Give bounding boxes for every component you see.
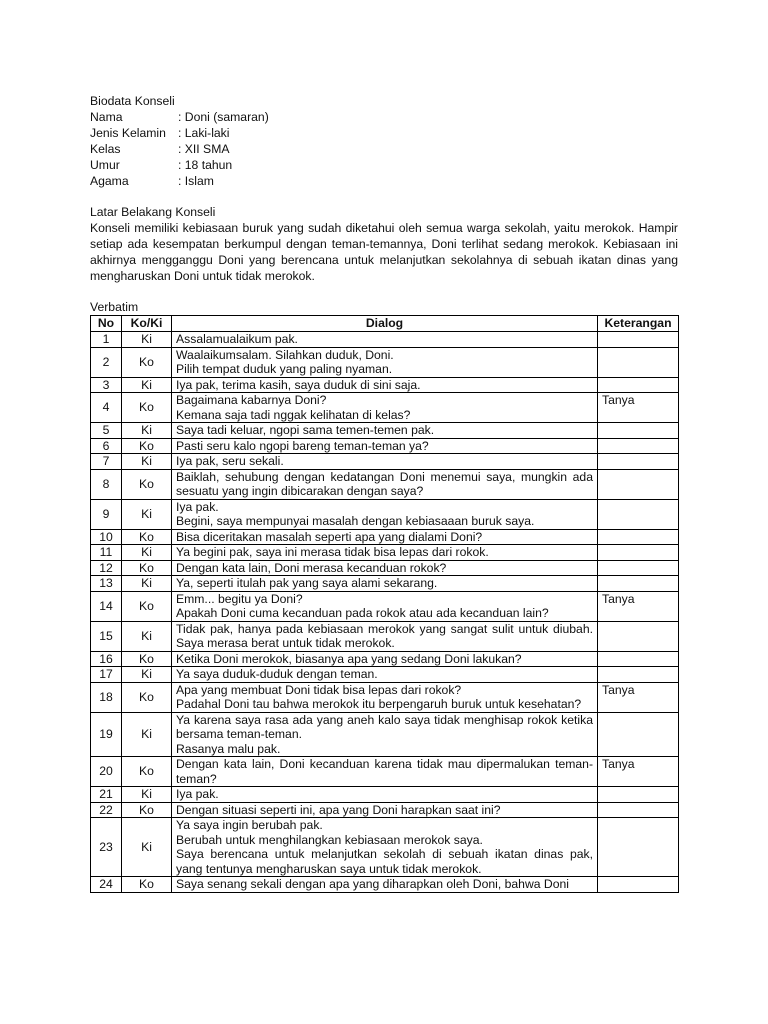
row-keterangan: [598, 576, 679, 592]
biodata-label: Nama: [90, 110, 123, 124]
row-speaker: Ko: [122, 651, 172, 667]
row-keterangan: [598, 621, 679, 651]
row-dialog: [172, 787, 598, 803]
row-keterangan: [598, 499, 679, 529]
row-number: 6: [91, 438, 122, 454]
biodata-label: Agama: [90, 174, 129, 188]
dialog-line: Apakah Doni cuma kecanduan pada rokok atau ada kecanduan lain?: [176, 606, 549, 620]
dialog-line: Tidak pak, hanya pada kebiasaan merokok yang sangat sulit untuk diubah. Saya merasa berat untuk tidak merokok.: [176, 621, 593, 650]
row-number: 22: [91, 802, 122, 818]
row-number: 5: [91, 423, 122, 439]
row-number: 23: [91, 818, 122, 877]
row-keterangan: [598, 545, 679, 561]
dialog-line: Ketika Doni merokok, biasanya apa yang sedang Doni lakukan?: [176, 651, 522, 666]
row-dialog: [172, 377, 598, 393]
biodata-value: : Doni (samaran): [178, 110, 269, 124]
row-dialog: [172, 423, 598, 439]
row-number: 13: [91, 576, 122, 592]
table-row: [91, 576, 679, 592]
row-dialog: [172, 757, 598, 787]
column-header-dialog: Dialog: [172, 316, 598, 332]
document-page: [90, 93, 678, 893]
row-dialog: [172, 877, 598, 893]
table-row: [91, 377, 679, 393]
dialog-line: Ya begini pak, saya ini merasa tidak bisa lepas dari rokok.: [176, 545, 489, 559]
row-number: 4: [91, 393, 122, 423]
row-keterangan: [598, 469, 679, 499]
row-dialog: [172, 818, 598, 877]
biodata-row: [90, 109, 678, 125]
dialog-line: Saya senang sekali dengan apa yang diharapkan oleh Doni, bahwa Doni: [176, 877, 569, 891]
row-keterangan: [598, 377, 679, 393]
row-speaker: Ki: [122, 499, 172, 529]
row-number: 16: [91, 651, 122, 667]
dialog-line: Kemana saja tadi nggak kelihatan di kelas?: [176, 407, 411, 422]
biodata-row: [90, 173, 678, 189]
row-keterangan: Tanya: [598, 682, 679, 712]
row-number: 17: [91, 667, 122, 683]
dialog-line: Rasanya malu pak.: [176, 741, 281, 756]
dialog-line: Pasti seru kalo ngopi bareng teman-teman ya?: [176, 438, 429, 453]
dialog-line: Bagaimana kabarnya Doni?: [176, 393, 327, 407]
row-dialog: [172, 712, 598, 757]
dialog-line: Apa yang membuat Doni tidak bisa lepas dari rokok?: [176, 682, 462, 697]
dialog-line: Iya pak, seru sekali.: [176, 454, 284, 468]
row-dialog: [172, 332, 598, 348]
biodata-value: : XII SMA: [178, 142, 230, 156]
row-keterangan: Tanya: [598, 757, 679, 787]
row-speaker: Ki: [122, 377, 172, 393]
row-keterangan: [598, 667, 679, 683]
biodata-value: : Laki-laki: [178, 126, 230, 140]
row-keterangan: Tanya: [598, 591, 679, 621]
table-row: [91, 818, 679, 877]
row-keterangan: [598, 787, 679, 803]
row-number: 10: [91, 529, 122, 545]
row-dialog: [172, 438, 598, 454]
row-dialog: [172, 393, 598, 423]
row-dialog: [172, 347, 598, 377]
row-number: 15: [91, 621, 122, 651]
spacer: [90, 284, 678, 299]
row-speaker: Ko: [122, 347, 172, 377]
column-header-keterangan: Keterangan: [598, 316, 679, 332]
table-row: [91, 423, 679, 439]
table-row: [91, 332, 679, 348]
row-number: 24: [91, 877, 122, 893]
row-keterangan: [598, 802, 679, 818]
row-speaker: Ki: [122, 667, 172, 683]
dialog-line: Saya tadi keluar, ngopi sama temen-temen pak.: [176, 423, 435, 437]
biodata-label: Jenis Kelamin: [90, 126, 166, 140]
row-number: 18: [91, 682, 122, 712]
row-keterangan: [598, 347, 679, 377]
biodata-row: [90, 125, 678, 141]
row-speaker: Ko: [122, 560, 172, 576]
row-dialog: [172, 621, 598, 651]
row-dialog: [172, 576, 598, 592]
row-keterangan: [598, 560, 679, 576]
dialog-line: Ya, seperti itulah pak yang saya alami sekarang.: [176, 576, 438, 590]
verbatim-table-body: [91, 332, 679, 893]
row-number: 1: [91, 332, 122, 348]
row-speaker: Ki: [122, 545, 172, 561]
dialog-line: Saya berencana untuk melanjutkan sekolah di sebuah ikatan dinas pak, yang tentunya mengharuskan saya untuk tidak merokok.: [176, 847, 593, 876]
table-row: [91, 712, 679, 757]
row-dialog: [172, 545, 598, 561]
table-row: [91, 621, 679, 651]
biodata-row: [90, 141, 678, 157]
row-keterangan: [598, 651, 679, 667]
row-speaker: Ki: [122, 818, 172, 877]
latar-heading: Latar Belakang Konseli: [90, 205, 216, 219]
row-number: 21: [91, 787, 122, 803]
biodata-value: : Islam: [178, 174, 214, 188]
row-keterangan: Tanya: [598, 393, 679, 423]
row-dialog: [172, 591, 598, 621]
row-number: 20: [91, 757, 122, 787]
row-speaker: Ki: [122, 621, 172, 651]
table-row: [91, 787, 679, 803]
dialog-line: Berubah untuk menghilangkan kebiasaan merokok saya.: [176, 832, 483, 847]
biodata-value: : 18 tahun: [178, 158, 233, 172]
biodata-fields: [90, 109, 678, 189]
row-number: 11: [91, 545, 122, 561]
row-dialog: [172, 529, 598, 545]
row-speaker: Ko: [122, 469, 172, 499]
row-number: 2: [91, 347, 122, 377]
biodata-row: [90, 157, 678, 173]
dialog-line: Pilih tempat duduk yang paling nyaman.: [176, 362, 393, 376]
dialog-line: Dengan kata lain, Doni kecanduan karena tidak mau dipermalukan teman-teman?: [176, 757, 593, 786]
row-dialog: [172, 560, 598, 576]
table-row: [91, 545, 679, 561]
dialog-line: Padahal Doni tau bahwa merokok itu berpengaruh buruk untuk kesehatan?: [176, 697, 582, 711]
row-speaker: Ko: [122, 393, 172, 423]
row-speaker: Ki: [122, 332, 172, 348]
row-speaker: Ki: [122, 712, 172, 757]
table-row: [91, 591, 679, 621]
dialog-line: Ya saya ingin berubah pak.: [176, 818, 323, 832]
row-number: 7: [91, 454, 122, 470]
row-dialog: [172, 682, 598, 712]
row-speaker: Ki: [122, 423, 172, 439]
row-speaker: Ko: [122, 529, 172, 545]
table-row: [91, 438, 679, 454]
table-row: [91, 469, 679, 499]
row-keterangan: [598, 423, 679, 439]
biodata-label: Umur: [90, 158, 120, 172]
row-keterangan: [598, 877, 679, 893]
row-dialog: [172, 454, 598, 470]
row-speaker: Ko: [122, 877, 172, 893]
biodata-label: Kelas: [90, 142, 121, 156]
table-row: [91, 560, 679, 576]
table-header-row: [91, 316, 679, 332]
dialog-line: Iya pak.: [176, 787, 219, 801]
row-dialog: [172, 802, 598, 818]
row-number: 9: [91, 499, 122, 529]
table-row: [91, 651, 679, 667]
row-speaker: Ko: [122, 682, 172, 712]
row-number: 12: [91, 560, 122, 576]
table-row: [91, 877, 679, 893]
dialog-line: Dengan situasi seperti ini, apa yang Doni harapkan saat ini?: [176, 802, 501, 817]
dialog-line: Emm... begitu ya Doni?: [176, 591, 303, 606]
row-keterangan: [598, 712, 679, 757]
row-speaker: Ko: [122, 802, 172, 818]
column-header-koki: Ko/Ki: [122, 316, 172, 332]
biodata-heading: Biodata Konseli: [90, 94, 175, 108]
row-dialog: [172, 499, 598, 529]
row-number: 14: [91, 591, 122, 621]
row-speaker: Ki: [122, 454, 172, 470]
verbatim-table: [90, 315, 679, 893]
dialog-line: Begini, saya mempunyai masalah dengan kebiasaaan buruk saya.: [176, 514, 535, 528]
row-number: 3: [91, 377, 122, 393]
verbatim-heading: Verbatim: [90, 300, 139, 314]
dialog-line: Iya pak, terima kasih, saya duduk di sini saja.: [176, 377, 421, 392]
row-keterangan: [598, 818, 679, 877]
table-row: [91, 682, 679, 712]
row-number: 8: [91, 469, 122, 499]
table-row: [91, 802, 679, 818]
table-row: [91, 393, 679, 423]
table-row: [91, 757, 679, 787]
row-dialog: [172, 651, 598, 667]
row-keterangan: [598, 454, 679, 470]
dialog-line: Baiklah, sehubung dengan kedatangan Doni menemui saya, mungkin ada sesuatu yang ingin dibicarakan dengan saya?: [176, 469, 593, 498]
table-row: [91, 347, 679, 377]
row-keterangan: [598, 529, 679, 545]
latar-paragraph: Konseli memiliki kebiasaan buruk yang sudah diketahui oleh semua warga sekolah, yaitu merokok. Hampir setiap ada kesempatan berkumpul dengan teman-temannya, Doni terlihat sedang merokok. Kebiasaan ini akhirnya mengganggu Doni yang berencana untuk melanjutkan sekolahnya di sebuah ikatan dinas yang mengharuskan Doni untuk tidak merokok.: [90, 221, 678, 283]
dialog-line: Ya saya duduk-duduk dengan teman.: [176, 667, 378, 681]
dialog-line: Iya pak.: [176, 499, 219, 514]
row-speaker: Ki: [122, 576, 172, 592]
row-keterangan: [598, 438, 679, 454]
spacer: [90, 189, 678, 204]
row-dialog: [172, 667, 598, 683]
row-dialog: [172, 469, 598, 499]
dialog-line: Ya karena saya rasa ada yang aneh kalo saya tidak menghisap rokok ketika bersama teman-teman.: [176, 712, 593, 741]
dialog-line: Assalamualaikum pak.: [176, 332, 298, 346]
dialog-line: Dengan kata lain, Doni merasa kecanduan rokok?: [176, 560, 447, 575]
row-speaker: Ko: [122, 591, 172, 621]
table-row: [91, 454, 679, 470]
dialog-line: Bisa diceritakan masalah seperti apa yang dialami Doni?: [176, 529, 483, 544]
table-row: [91, 499, 679, 529]
row-number: 19: [91, 712, 122, 757]
column-header-no: No: [91, 316, 122, 332]
dialog-line: Waalaikumsalam. Silahkan duduk, Doni.: [176, 347, 394, 362]
table-row: [91, 529, 679, 545]
row-speaker: Ko: [122, 757, 172, 787]
row-speaker: Ki: [122, 787, 172, 803]
table-row: [91, 667, 679, 683]
row-speaker: Ko: [122, 438, 172, 454]
row-keterangan: [598, 332, 679, 348]
